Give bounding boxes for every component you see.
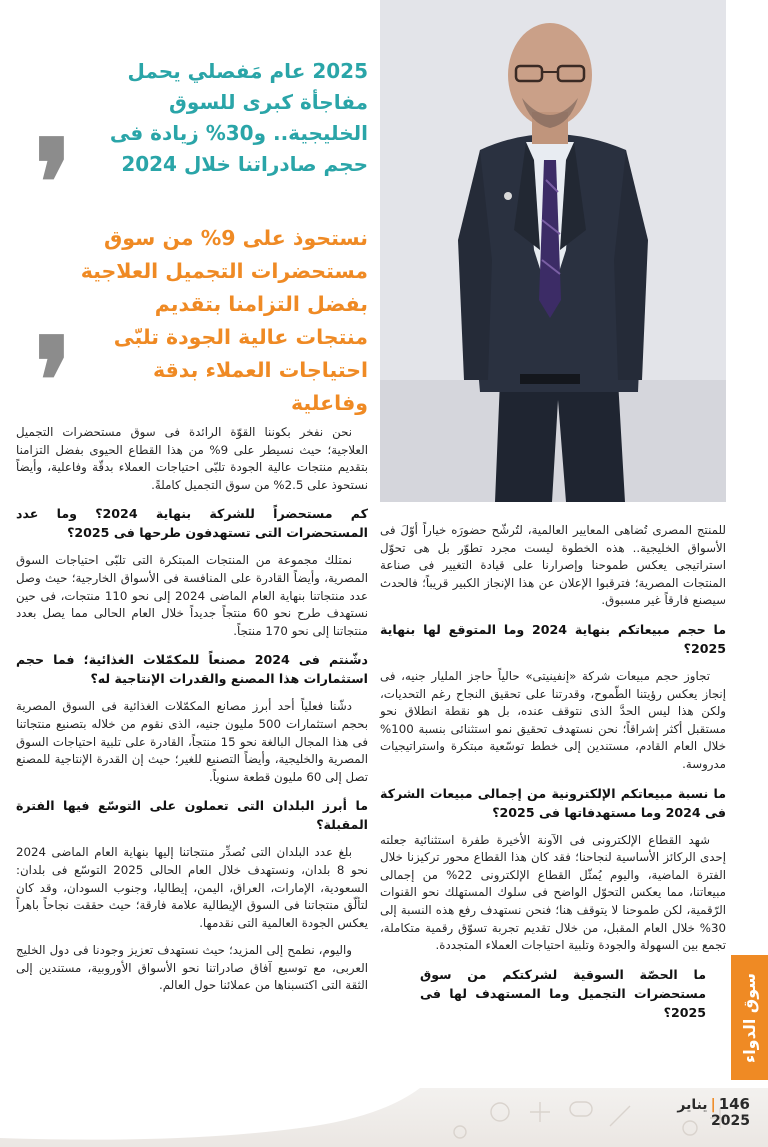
question-heading: ما الحصّة السوقية لشركتكم من سوق مستحضرات التجميل وما المستهدف لها فى 2025؟ [420, 966, 706, 1020]
section-tab [731, 955, 768, 1080]
paragraph: نحن نفخر بكوننا القوّة الرائدة فى سوق مستحضرات التجميل العلاجية؛ حيث نسيطر على 9% من هذا القطاع الحيوى بفضل التزامنا بتقديم منتجات عالية الجودة تلبّى احتياجات العملاء بدقّة وفاعلية، وأيضاً نستحوذ على 2.5% من سوق التجميل كاملةً. [16, 425, 368, 492]
headline-quote-secondary: نستحوذ على 9% من سوق مستحضرات التجميل العلاجية بفضل التزامنا بتقديم منتجات عالية الجودة تلبّى احتياجات العملاء بدقة وفاعلية [80, 226, 368, 415]
paragraph: تجاوز حجم مبيعات شركة «إنفينيتى» حالياً حاجز المليار جنيه، فى إنجاز يعكس رؤيتنا الطّموح، وقدرتنا على تحقيق النجاح رغم التحديات، ولكن هذا ليس الحدَّ الذى نتوقف عنده، بل هو نقطة انطلاق نحو مستقبل أكثر إشراقاً؛ نحن نستهدف تحقيق نمو استثنائى بنسبة 100% خلال العام القادم، مستندين إلى خطط توسّعية مبتكرة واستراتيجيات مدروسة. [380, 668, 726, 771]
paragraph: شهد القطاع الإلكترونى فى الآونة الأخيرة طفرة استثنائية جعلته إحدى الركائز الأساسية لنجاحنا؛ فقد كان هذا القطاع محور تركيزنا خلال الفترة الماضية، واليوم يُمثّل القطاع الإلكترونى 22% من إجمالى مبيعاتنا، مما يعكس التحوّل الواضح فى سلوك المستهلك نحو القنوات الرّقمية، لكن طموحنا لا يتوقف هنا؛ فنحن نستهدف رفع هذه النسبة إلى 30% خلال العام المقبل، من خلال تقديم تجربة تسوّق رقمية متكاملة، تجمع بين السهولة والجودة وتلبية احتياجات العملاء المتجددة. [380, 832, 727, 953]
folio-separator: | [710, 1097, 716, 1113]
article-column-left [16, 424, 368, 1005]
paragraph: بلغ عدد البلدان التى نُصدِّر منتجاتنا إليها بنهاية العام الماضى 2024 نحو 8 بلدان، ونستهدف خلال العام الحالى 2025 التوسّع فى بلدان: السعودية، الإمارات، العراق، اليمن، إيطاليا، وجنوب السودان، وقد كان لتألّق منتجاتنا فى السوق الإيطالية علامة فارقة؛ حيث حققت نجاحاً باهراً يعكس الجودة العالمية التى نقدمها. [16, 845, 368, 930]
question-heading: كم مستحضراً للشركة بنهاية 2024؟ وما عدد المستحضرات التى تستهدفون طرحها فى 2025؟ [16, 506, 368, 541]
paragraph: نمتلك مجموعة من المنتجات المبتكرة التى تلبّى احتياجات السوق المصرية، وأيضاً القادرة على المنافسة فى الأسواق الخارجية؛ حيث وصل عدد منتجاتنا بنهاية العام الماضى 2024 إلى نحو 110 منتجات، فى حين نستهدف طرح نحو 60 منتجاً جديداً خلال العام الحالى مما يصل بعدد منتجاتنا إلى نحو 170 منتجاً. [16, 553, 369, 638]
article-column-right [380, 522, 726, 1032]
quote-mark-icon: ❜ [34, 311, 73, 450]
paragraph: دشّنا فعلياً أحد أبرز مصانع المكمّلات الغذائية فى السوق المصرية بحجم استثمارات 500 مليون جنيه، الذى نقوم من خلاله بتصنيع منتجاتنا فى هذا المجال البالغة نحو 15 منتجاً، القادرة على تلبية احتياجات السوق المصرية والخليجية، وأيضاً التصنيع للغير؛ حيث إن القدرة الإنتاجية للمصنع تصل إلى 60 مليون قطعة سنوياً. [16, 699, 369, 784]
question-heading: ما نسبة مبيعاتكم الإلكترونية من إجمالى مبيعات الشركة فى 2024 وما مستهدفاتها فى 2025؟ [380, 785, 726, 820]
question-heading: دشّنتم فى 2024 مصنعاً للمكمّلات الغذائية؛ فما حجم استثمارات هذا المصنع والقدرات الإنتاجية له؟ [16, 652, 368, 687]
paragraph: واليوم، نطمح إلى المزيد؛ حيث نستهدف تعزيز وجودنا فى دول الخليج العربى، مع توسيع آفاق صادراتنا نحو الأسواق الأوروبية، مستندين إلى الثقة التى اكتسبناها من عملائنا حول العالم. [16, 943, 368, 993]
portrait-illustration [380, 0, 726, 502]
quote-mark-icon: ❜ [34, 113, 73, 252]
question-heading: ما حجم مبيعاتكم بنهاية 2024 وما المتوقع لها بنهاية 2025؟ [380, 621, 726, 656]
page-folio [640, 1095, 750, 1129]
section-label: سوق الدواء [740, 972, 759, 1063]
portrait-photo [380, 0, 726, 502]
headline-quote-primary: 2025 عام مَفصلي يحمل مفاجأة كبرى للسوق الخليجية.. و30% زيادة فى حجم صادراتنا خلال 2024 [109, 59, 368, 176]
paragraph: للمنتج المصرى تُضاهى المعايير العالمية، لتُرشّح حضورَه خياراً أوّلَ فى الأسواق الخليجية.. هذه الخطوة ليست مجرد تطوّر بل هى تحوّل استراتيجى يعكس طموحنا وإصرارنا على قيادة التغيير فى صناعة المنتجات المصرية؛ فترقبوا الإعلان عن هذا الإنجاز الكبير قريباً؛ فالحدث سيصنع فارقاً غير مسبوق. [380, 523, 726, 608]
issue-date: يناير 2025 [677, 1097, 750, 1129]
question-heading: ما أبرز البلدان التى تعملون على التوسّع فيها الفترة المقبلة؟ [16, 798, 368, 833]
page-number: 146 [718, 1095, 750, 1113]
